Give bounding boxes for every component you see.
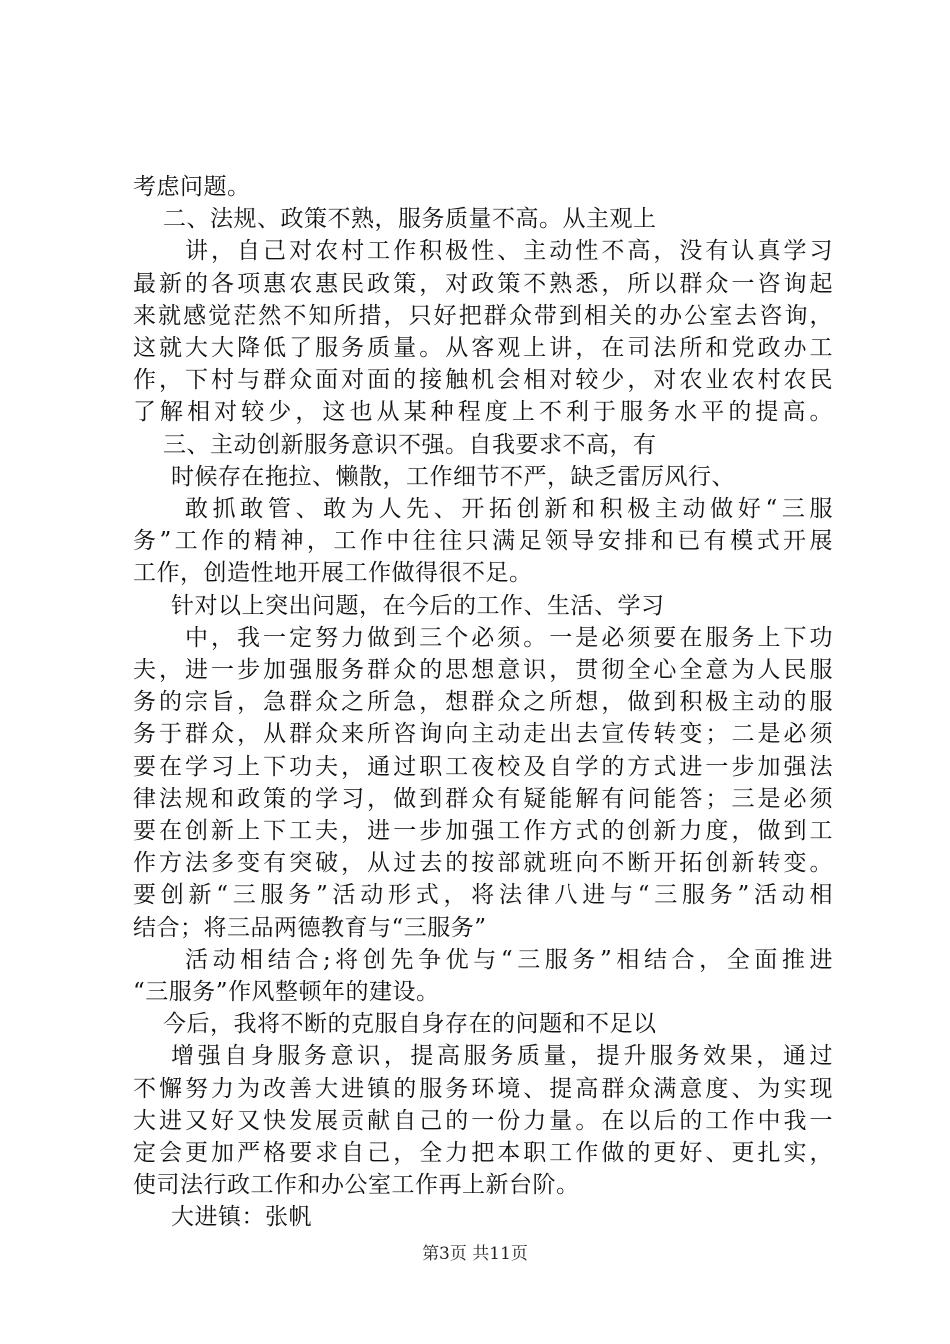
text-line: 律法规和政策的学习，做到群众有疑能解有问能答；三是必须 (133, 785, 833, 812)
text-line: 二、法规、政策不熟，服务质量不高。从主观上 (163, 206, 657, 233)
text-line: 中，我一定努力做到三个必须。一是必须要在服务上下功 (185, 624, 833, 651)
page-footer: 第3页 共11页 (422, 1244, 528, 1264)
text-line: 定会更加严格要求自己，全力把本职工作做的更好、更扎实， (133, 1140, 833, 1166)
text-line: 讲，自己对农村工作积极性、主动性不高，没有认真学习 (185, 238, 833, 265)
text-line: 来就感觉茫然不知所措，只好把群众带到相关的办公室去咨询， (133, 302, 833, 329)
text-line: 务于群众，从群众来所咨询向主动走出去宣传转变；二是必须 (133, 721, 833, 748)
text-line: 三、主动创新服务意识不强。自我要求不高，有 (163, 431, 657, 458)
text-line: 这就大大降低了服务质量。从客观上讲，在司法所和党政办工 (133, 335, 833, 361)
text-line: 要在学习上下功夫，通过职工夜校及自学的方式进一步加强法 (133, 753, 833, 780)
text-line: 夫，进一步加强服务群众的思想意识，贯彻全心全意为人民服 (133, 657, 833, 683)
text-line: 了解相对较少，这也从某种程度上不利于服务水平的提高。 (133, 399, 833, 426)
text-line: 务”工作的精神，工作中往往只满足领导安排和已有模式开展 (133, 528, 833, 555)
text-line: 针对以上突出问题，在今后的工作、生活、学习 (171, 592, 665, 619)
text-line: 最新的各项惠农惠民政策，对政策不熟悉，所以群众一咨询起 (133, 270, 833, 297)
text-line: 时候存在拖拉、懒散，工作细节不严，缺乏雷厉风行、 (171, 463, 735, 490)
text-line: 考虑问题。 (133, 174, 251, 200)
text-line: “三服务”作风整顿年的建设。 (133, 979, 440, 1005)
text-line: 增强自身服务意识，提高服务质量，提升服务效果，通过 (171, 1043, 833, 1070)
text-line: 不懈努力为改善大进镇的服务环境、提高群众满意度、为实现 (133, 1075, 833, 1102)
text-line: 使司法行政工作和办公室工作再上新台阶。 (133, 1172, 580, 1199)
text-line: 大进镇：张帆 (171, 1204, 312, 1231)
text-line: 敢抓敢管、敢为人先、开拓创新和积极主动做好“三服 (185, 496, 833, 522)
text-line: 结合；将三品两德教育与“三服务” (133, 914, 487, 941)
text-line: 工作，创造性地开展工作做得很不足。 (133, 560, 533, 587)
text-line: 作方法多变有突破，从过去的按部就班向不断开拓创新转变。 (133, 850, 833, 877)
text-line: 务的宗旨，急群众之所急，想群众之所想，做到积极主动的服 (133, 689, 833, 716)
text-line: 要在创新上下工夫，进一步加强工作方式的创新力度，做到工 (133, 818, 833, 844)
text-line: 今后，我将不断的克服自身存在的问题和不足以 (163, 1011, 657, 1038)
text-line: 活动相结合;将创先争优与“三服务”相结合，全面推进 (185, 946, 833, 973)
text-line: 大进又好又快发展贡献自己的一份力量。在以后的工作中我一 (133, 1107, 833, 1134)
text-line: 作，下村与群众面对面的接触机会相对较少，对农业农村农民 (133, 367, 833, 394)
text-line: 要创新“三服务”活动形式，将法律八进与“三服务”活动相 (133, 882, 833, 909)
